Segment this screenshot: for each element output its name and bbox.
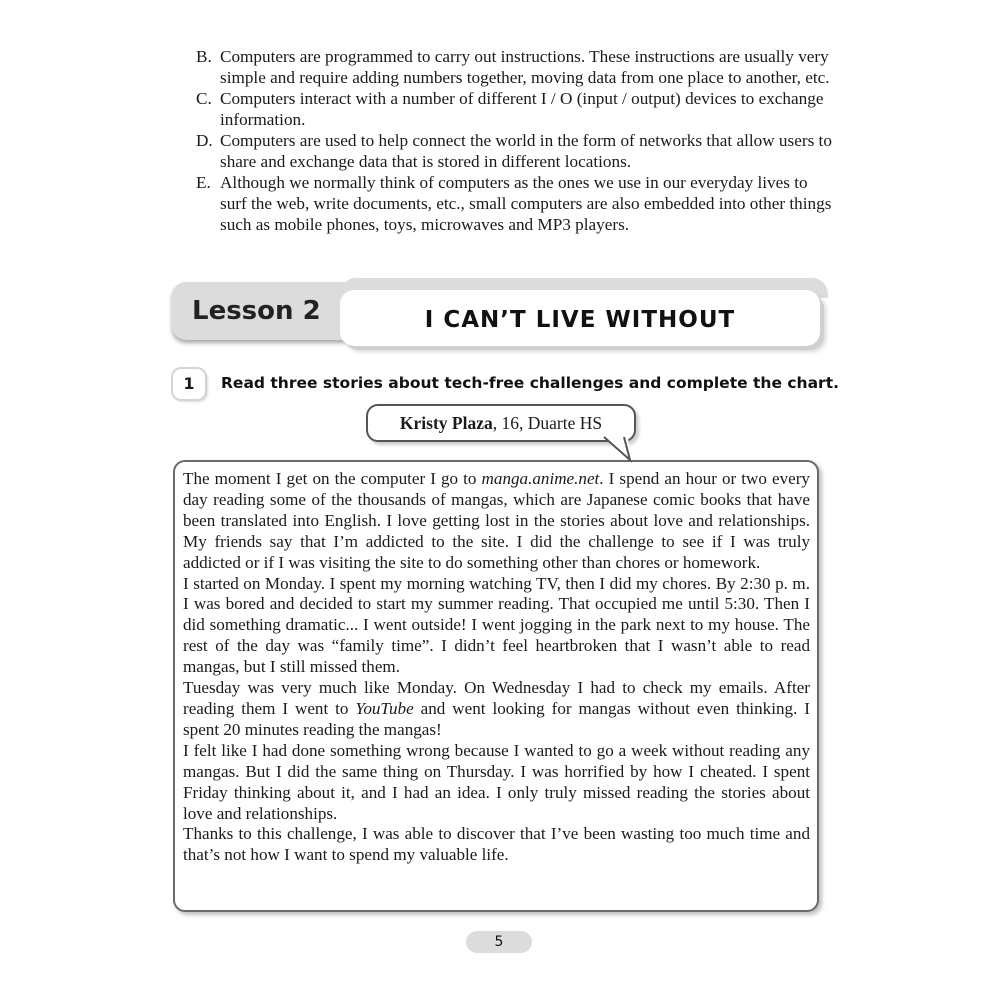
story-text-span: The moment I get on the computer I go to <box>183 469 482 488</box>
list-item <box>196 172 836 235</box>
list-text: Computers interact with a number of different I / O (input / output) devices to exchange information. <box>220 89 824 129</box>
list-text: Computers are programmed to carry out instructions. These instructions are usually very simple and require adding numbers together, moving data from one place to another, etc. <box>220 47 830 87</box>
list-text: Computers are used to help connect the world in the form of networks that allow users to share and exchange data that is stored in different locations. <box>220 131 832 171</box>
list-item <box>196 88 836 130</box>
lesson-label: Lesson 2 <box>192 296 321 326</box>
list-text: Although we normally think of computers as the ones we use in our everyday lives to surf the web, write documents, etc., small computers are also embedded into other things such as mobile phones, toys, microwaves and MP3 players. <box>220 173 832 234</box>
speaker-details: , 16, Duarte HS <box>492 413 603 433</box>
story-paragraph: I felt like I had done something wrong because I wanted to go a week without reading any mangas. But I did the same thing on Thursday. I was horrified by how I cheated. I spent Friday thinking about it, and I had an idea. I only truly missed reading the stories about love and relationships. <box>183 740 810 823</box>
speech-pointer-icon <box>600 436 634 464</box>
list-letter: E. <box>196 173 211 192</box>
website-name: manga.anime.net <box>481 469 600 488</box>
task-instruction: Read three stories about tech-free challenges and complete the chart. <box>221 374 839 392</box>
list-letter: D. <box>196 131 213 150</box>
list-letter: B. <box>196 47 212 66</box>
story-text-span: and went looking for mangas without even thinking. I spent 20 minutes reading the mangas! <box>183 698 810 739</box>
story-paragraph: I started on Monday. I spent my morning watching TV, then I did my chores. By 2:30 p. m. I was bored and decided to start my summer reading. That occupied me until 5:30. Then I did something dramatic... I went outside! I went jogging in the park next to my house. The rest of the day was “family time”. I didn’t feel heartbroken that I wasn’t able to read mangas, but I still missed them. <box>183 573 810 677</box>
story-text <box>183 469 810 866</box>
website-name: YouTube <box>355 698 414 718</box>
list-item <box>196 130 836 172</box>
intro-list <box>196 46 836 235</box>
story-paragraph: Thanks to this challenge, I was able to discover that I’ve been wasting too much time and that’s not how I want to spend my valuable life. <box>183 824 810 865</box>
speaker-label <box>366 404 636 442</box>
story-text-span: . I spend an hour or two every day reading some of the thousands of mangas, which are Japanese comic books that have been translated into English. I love getting lost in the stories about love and relationships. My friends say that I’m addicted to the site. I did the challenge to see if I was truly addicted or if I was visiting the site to do something other than chores or homework. <box>183 469 810 572</box>
list-item <box>196 46 836 88</box>
story-paragraph <box>183 678 810 741</box>
story-text-span: Tuesday was very much like Monday. On Wednesday I had to check my emails. After reading them I went to <box>183 678 810 718</box>
page-number: 5 <box>466 931 532 953</box>
speaker-name: Kristy Plaza <box>399 413 493 433</box>
lesson-title: I CAN’T LIVE WITHOUT <box>424 307 736 333</box>
task-number-badge: 1 <box>173 369 205 399</box>
story-paragraph <box>183 469 810 574</box>
list-letter: C. <box>196 89 212 108</box>
